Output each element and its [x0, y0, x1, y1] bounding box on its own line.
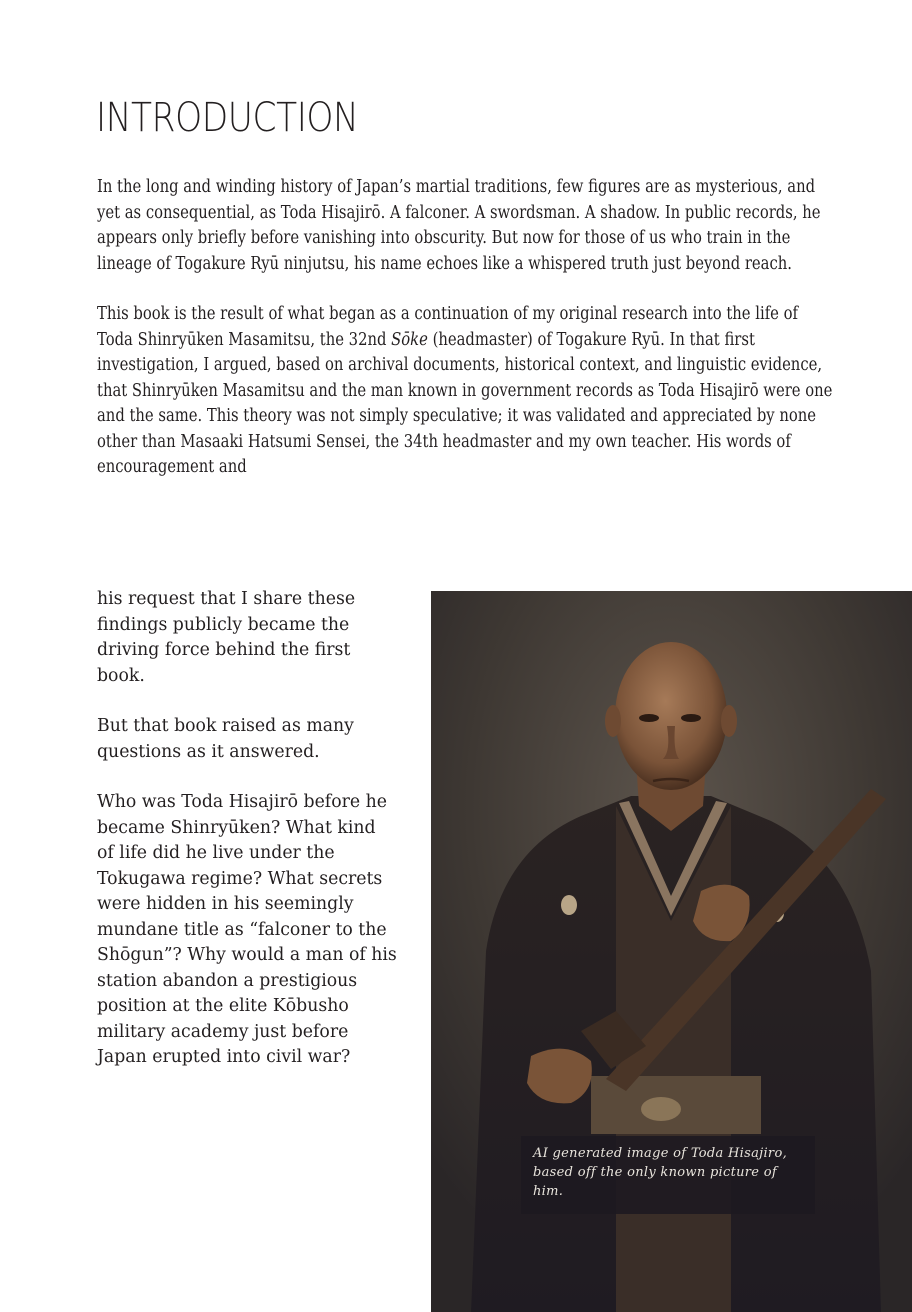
left-crest: [561, 895, 577, 915]
paragraph-2-continued: his request that I share these findings publicly became the driving force behind the first book.: [97, 589, 356, 686]
paragraph-3: But that book raised as many questions as it answered.: [97, 716, 354, 762]
paragraph-2: [97, 302, 837, 481]
left-eye: [639, 714, 659, 722]
obi-knot: [641, 1097, 681, 1121]
image-caption: AI generated image of Toda Hisajiro, based off the only known picture of him.: [533, 1146, 787, 1199]
paragraph-4: Who was Toda Hisajirō before he became Shinryūken? What kind of life did he live under the Tokugawa regime? What secrets were hidden in his seemingly mundane title as “falconer to the Shōgun”? Why would a man of his station abandon a prestigious position at the elite Kōbusho military academy just before Japan erupted into civil war?: [97, 792, 397, 1067]
page-title: INTRODUCTION: [96, 95, 359, 141]
paragraph-2-rest: (headmaster) of Togakure Ryū. In that first investigation, I argued, based on archival documents, historical context, and linguistic evidence, that Shinryūken Masamitsu and the man known in government records as Toda Hisajirō were one and the same. This theory was not simply speculative; it was validated and appreciated by none other than Masaaki Hatsumi Sensei, the 34th headmaster and my own teacher. His words of encouragement and: [97, 329, 833, 477]
soke-term: Sōke: [391, 329, 428, 350]
image-caption-box: [521, 1136, 815, 1214]
left-ear: [605, 705, 621, 737]
narrow-text-column: [97, 587, 397, 1071]
head: [615, 642, 727, 790]
right-ear: [721, 705, 737, 737]
full-width-text-column: [97, 175, 837, 481]
paragraph-2-start: This book is the result of what began as a continuation of my original research into the life of Toda Shinryūken Masamitsu, the 32nd: [97, 304, 798, 350]
right-eye: [681, 714, 701, 722]
paragraph-1: In the long and winding history of Japan’s martial traditions, few figures are as mysterious, and yet as consequential, as Toda Hisajirō. A falconer. A swordsman. A shadow. In public records, he appears only briefly before vanishing into obscurity. But now for those of us who train in the lineage of Togakure Ryū ninjutsu, his name echoes like a whispered truth just beyond reach.: [97, 177, 821, 274]
